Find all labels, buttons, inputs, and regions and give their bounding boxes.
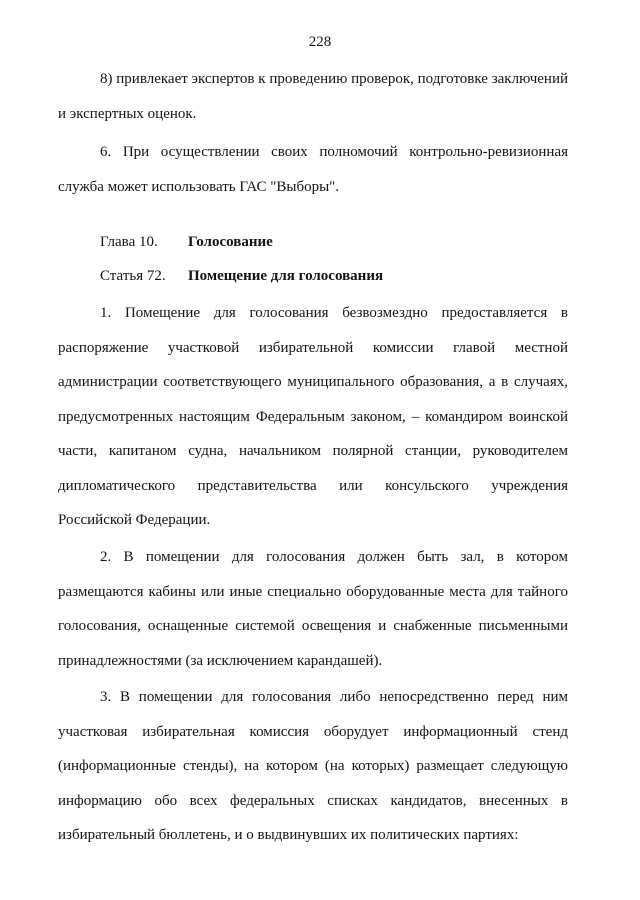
chapter-label: Глава 10. <box>100 234 158 250</box>
article-label: Статья 72. <box>100 268 166 284</box>
page-number: 228 <box>308 34 332 50</box>
paragraph-1: 1. Помещение для голосования безвозмездно предоставляется в распоряжение участковой избирательной комиссии главой местной администрации соответствующего муниципального образования, а в случаях, предусмотренных настоящим Федеральным законом, – командиром воинской части, капитаном судна, начальником полярной станции, руководителем дипломатического представительства или консульского учреждения Российской Федерации. <box>58 305 568 528</box>
chapter-heading <box>100 232 273 252</box>
paragraph-3: 3. В помещении для голосования либо непосредственно перед ним участковая избирательная комиссия оборудует информационный стенд (информационные стенды), на котором (на которых) размещает следующую информацию обо всех федеральных списках кандидатов, внесенных в избирательный бюллетень, и о выдвинувших их политических партиях: <box>58 689 568 843</box>
chapter-title: Голосование <box>188 234 273 250</box>
paragraph-item-8: 8) привлекает экспертов к проведению проверок, подготовке заключений и экспертных оценок. <box>58 71 568 122</box>
article-title: Помещение для голосования <box>188 268 384 284</box>
paragraph-point-6: 6. При осуществлении своих полномочий контрольно-ревизионная служба может использовать ГАС "Выборы". <box>58 144 568 195</box>
paragraph-2: 2. В помещении для голосования должен быть зал, в котором размещаются кабины или иные специально оборудованные места для тайного голосования, оснащенные системой освещения и снабженные письменными принадлежностями (за исключением карандашей). <box>58 549 568 669</box>
article-heading <box>100 266 383 286</box>
